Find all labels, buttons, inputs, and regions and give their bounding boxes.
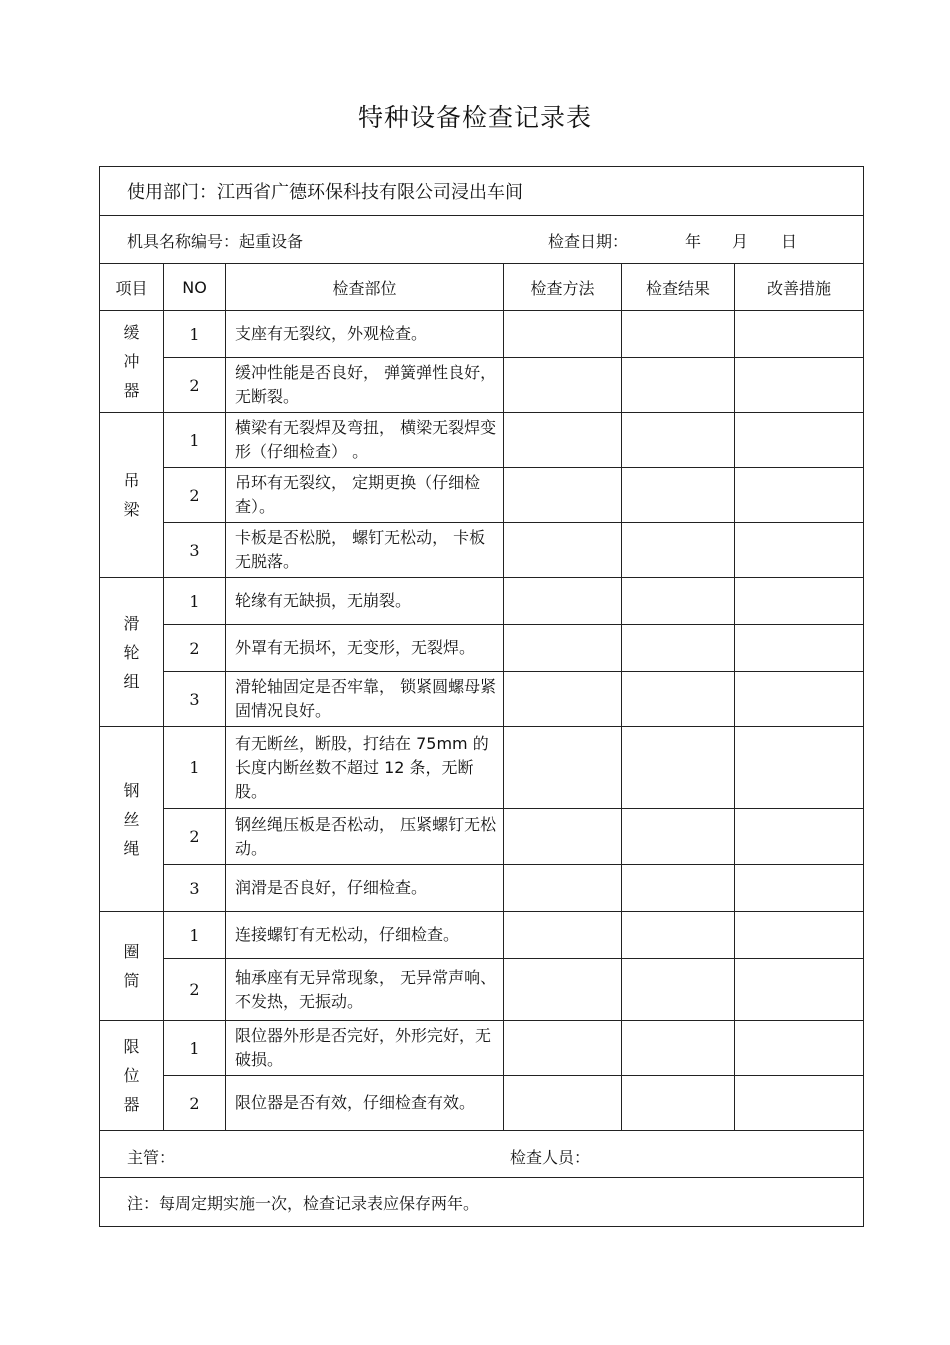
improvement-cell[interactable]	[735, 959, 864, 1021]
header-no: NO	[164, 264, 226, 311]
improvement-cell[interactable]	[735, 727, 864, 809]
check-part-cell: 滑轮轴固定是否牢靠， 锁紧圆螺母紧固情况良好。	[226, 672, 504, 727]
table-row	[100, 1021, 864, 1076]
check-method-cell[interactable]	[504, 672, 622, 727]
table-row	[100, 468, 864, 523]
check-part-cell: 润滑是否良好，仔细检查。	[226, 865, 504, 912]
check-method-cell[interactable]	[504, 1076, 622, 1131]
check-result-cell[interactable]	[622, 358, 735, 413]
check-method-cell[interactable]	[504, 912, 622, 959]
category-char: 绳	[123, 838, 140, 858]
category-char: 吊	[123, 471, 140, 490]
item-number: 1	[164, 311, 226, 358]
item-number: 2	[164, 959, 226, 1021]
category-char: 缓	[123, 323, 140, 342]
item-number: 1	[164, 578, 226, 625]
inspection-table	[99, 166, 864, 1227]
item-number: 3	[164, 523, 226, 578]
category-char: 冲	[123, 352, 140, 371]
improvement-cell[interactable]	[735, 625, 864, 672]
category-char: 器	[123, 381, 140, 400]
improvement-cell[interactable]	[735, 311, 864, 358]
header-check-method: 检查方法	[504, 264, 622, 311]
check-result-cell[interactable]	[622, 523, 735, 578]
header-improvement: 改善措施	[735, 264, 864, 311]
table-row	[100, 625, 864, 672]
check-part-cell: 横梁有无裂焊及弯扭， 横梁无裂焊变形（仔细检查） 。	[226, 413, 504, 468]
table-row	[100, 311, 864, 358]
check-result-cell[interactable]	[622, 578, 735, 625]
day-label: 日	[781, 232, 798, 251]
improvement-cell[interactable]	[735, 865, 864, 912]
category-char: 圈	[123, 942, 140, 961]
check-method-cell[interactable]	[504, 625, 622, 672]
check-method-cell[interactable]	[504, 523, 622, 578]
header-check-part: 检查部位	[226, 264, 504, 311]
category-char: 轮	[123, 642, 140, 662]
category-cell	[100, 912, 164, 1021]
category-cell	[100, 1021, 164, 1131]
page-title: 特种设备检查记录表	[357, 103, 592, 132]
table-row	[100, 413, 864, 468]
check-result-cell[interactable]	[622, 912, 735, 959]
table-row	[100, 578, 864, 625]
improvement-cell[interactable]	[735, 358, 864, 413]
check-method-cell[interactable]	[504, 865, 622, 912]
category-cell	[100, 727, 164, 912]
category-char: 筒	[123, 971, 140, 990]
category-cell	[100, 311, 164, 413]
check-method-cell[interactable]	[504, 468, 622, 523]
table-row	[100, 523, 864, 578]
machine-label: 机具名称编号：起重设备	[127, 232, 304, 251]
check-part-cell: 限位器外形是否完好，外形完好，无破损。	[226, 1021, 504, 1076]
supervisor-label: 主管：	[127, 1148, 176, 1167]
check-method-cell[interactable]	[504, 959, 622, 1021]
year-label: 年	[685, 232, 702, 251]
improvement-cell[interactable]	[735, 809, 864, 865]
check-part-cell: 外罩有无损坏，无变形，无裂焊。	[226, 625, 504, 672]
improvement-cell[interactable]	[735, 413, 864, 468]
table-row	[100, 912, 864, 959]
check-method-cell[interactable]	[504, 358, 622, 413]
check-result-cell[interactable]	[622, 959, 735, 1021]
check-method-cell[interactable]	[504, 311, 622, 358]
check-result-cell[interactable]	[622, 809, 735, 865]
check-result-cell[interactable]	[622, 311, 735, 358]
check-part-cell: 钢丝绳压板是否松动， 压紧螺钉无松动。	[226, 809, 504, 865]
category-char: 限	[123, 1037, 140, 1056]
category-cell	[100, 413, 164, 578]
table-row	[100, 358, 864, 413]
check-method-cell[interactable]	[504, 809, 622, 865]
category-char: 滑	[123, 613, 140, 633]
item-number: 1	[164, 413, 226, 468]
check-part-cell: 连接螺钉有无松动，仔细检查。	[226, 912, 504, 959]
check-method-cell[interactable]	[504, 413, 622, 468]
item-number: 1	[164, 1021, 226, 1076]
check-result-cell[interactable]	[622, 672, 735, 727]
header-category: 项目	[100, 264, 164, 311]
header-check-result: 检查结果	[622, 264, 735, 311]
category-char: 梁	[123, 500, 140, 519]
item-number: 3	[164, 672, 226, 727]
check-result-cell[interactable]	[622, 468, 735, 523]
check-part-cell: 卡板是否松脱， 螺钉无松动， 卡板无脱落。	[226, 523, 504, 578]
category-char: 位	[123, 1066, 140, 1085]
improvement-cell[interactable]	[735, 523, 864, 578]
note-row: 注：每周定期实施一次，检查记录表应保存两年。	[100, 1178, 864, 1227]
improvement-cell[interactable]	[735, 672, 864, 727]
item-number: 2	[164, 809, 226, 865]
improvement-cell[interactable]	[735, 1021, 864, 1076]
check-result-cell[interactable]	[622, 1021, 735, 1076]
improvement-cell[interactable]	[735, 912, 864, 959]
month-label: 月	[732, 232, 749, 251]
category-cell	[100, 578, 164, 727]
inspection-date-label: 检查日期：	[548, 232, 629, 251]
table-row	[100, 865, 864, 912]
category-char: 钢	[123, 780, 140, 800]
item-number: 2	[164, 468, 226, 523]
item-number: 1	[164, 912, 226, 959]
department-row: 使用部门：江西省广德环保科技有限公司浸出车间	[100, 167, 864, 216]
improvement-cell[interactable]	[735, 578, 864, 625]
item-number: 3	[164, 865, 226, 912]
category-char: 器	[123, 1095, 140, 1114]
improvement-cell[interactable]	[735, 468, 864, 523]
machine-row	[100, 216, 864, 264]
check-method-cell[interactable]	[504, 578, 622, 625]
item-number: 2	[164, 358, 226, 413]
table-row	[100, 959, 864, 1021]
check-part-cell: 限位器是否有效，仔细检查有效。	[226, 1076, 504, 1131]
header-row	[100, 264, 864, 311]
check-part-cell: 缓冲性能是否良好， 弹簧弹性良好，无断裂。	[226, 358, 504, 413]
table-row	[100, 672, 864, 727]
category-char: 组	[123, 671, 140, 691]
check-part-cell: 吊环有无裂纹， 定期更换（仔细检查）。	[226, 468, 504, 523]
item-number: 2	[164, 625, 226, 672]
signature-row	[100, 1131, 864, 1178]
check-result-cell[interactable]	[622, 1076, 735, 1131]
check-part-cell: 有无断丝，断股，打结在 75mm 的长度内断丝数不超过 12 条，无断股。	[226, 727, 504, 809]
table-row	[100, 727, 864, 809]
improvement-cell[interactable]	[735, 1076, 864, 1131]
check-method-cell[interactable]	[504, 727, 622, 809]
check-result-cell[interactable]	[622, 413, 735, 468]
item-number: 2	[164, 1076, 226, 1131]
check-part-cell: 支座有无裂纹，外观检查。	[226, 311, 504, 358]
check-part-cell: 轮缘有无缺损，无崩裂。	[226, 578, 504, 625]
inspector-label: 检查人员：	[510, 1148, 591, 1167]
check-method-cell[interactable]	[504, 1021, 622, 1076]
check-part-cell: 轴承座有无异常现象， 无异常声响、不发热，无振动。	[226, 959, 504, 1021]
check-result-cell[interactable]	[622, 727, 735, 809]
table-row	[100, 1076, 864, 1131]
check-result-cell[interactable]	[622, 625, 735, 672]
category-char: 丝	[123, 809, 140, 829]
item-number: 1	[164, 727, 226, 809]
table-row	[100, 809, 864, 865]
check-result-cell[interactable]	[622, 865, 735, 912]
